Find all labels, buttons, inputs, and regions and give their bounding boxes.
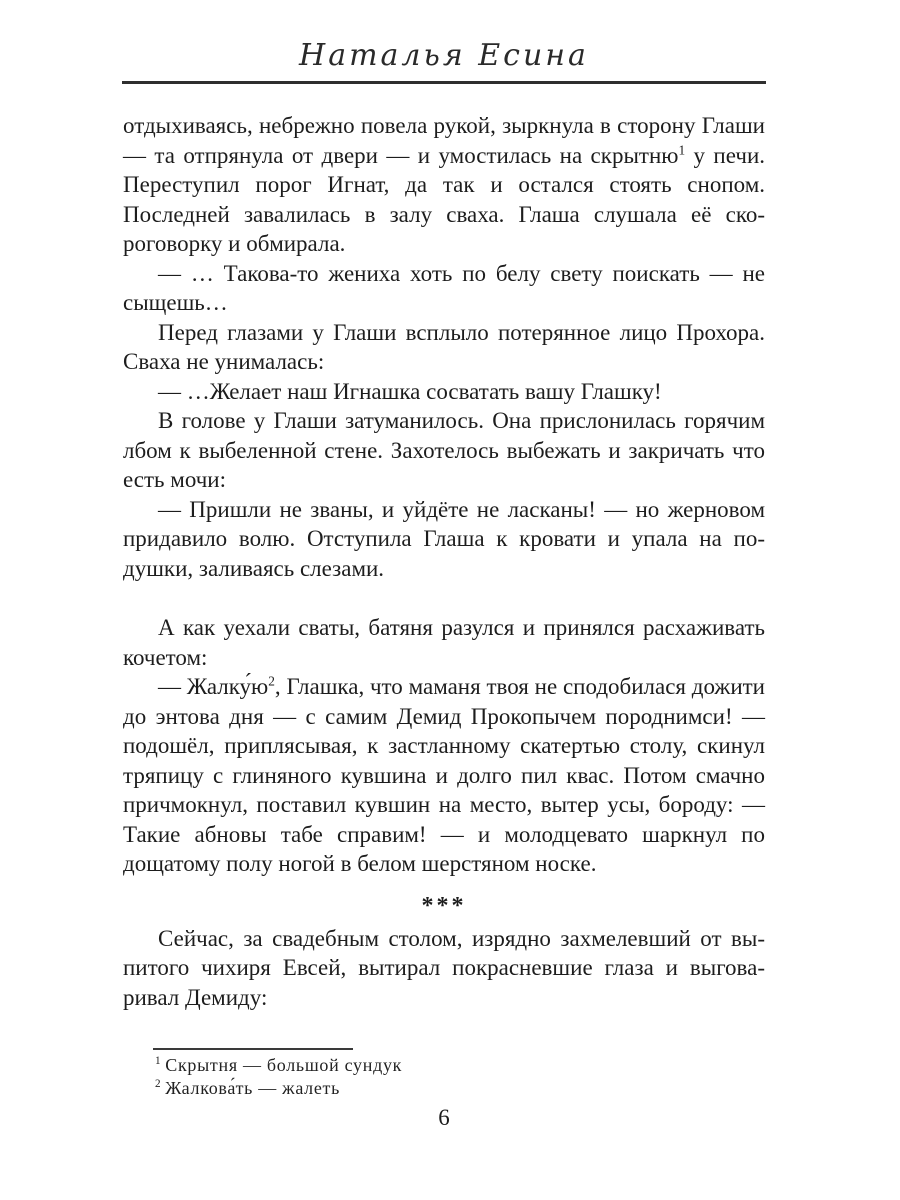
paragraph-text: — Жалку́ю: [158, 674, 269, 699]
footnote-ref-1: 1: [678, 141, 686, 157]
paragraph: — Пришли не званы, и уйдёте не ласканы! — но жерновом придавило волю. Отступила Глаша к кровати и упала на подушки, заливаясь слезами.: [123, 496, 765, 581]
footnote-text: Скрытня — большой сундук: [165, 1055, 403, 1075]
footnote-ref-2: 2: [268, 673, 275, 689]
paragraph: [123, 111, 765, 259]
body-text: [123, 111, 765, 1012]
footnote-marker: 1: [155, 1055, 162, 1067]
header-rule: [122, 81, 766, 84]
paragraph-text: у печи. Переступил порог Игнат, да так и остался стоять снопом. Последней завалилась в залу сваха. Глаша слушала её скороговорку и обмирала.: [123, 142, 765, 256]
footnotes: [155, 1054, 755, 1100]
paragraph: А как уехали сваты, батяня разулся и принялся расхаживать кочетом:: [123, 615, 765, 670]
section-gap: [123, 583, 765, 613]
paragraph: Сейчас, за свадебным столом, изрядно захмелевший от выпитого чихиря Евсей, вытирал покрасневшие глаза и выговаривал Демиду:: [123, 925, 765, 1010]
paragraph-text: , Глашка, что маманя твоя не сподобилася дожити до энтова дня — с самим Демид Прокопычем породнимси! — подошёл, приплясывая, к застланному скатертью столу, скинул тряпицу с глиняного кувшина и долго пил квас. Потом смачно причмокнул, поставил кувшин на место, вытер усы, бороду: — Такие абновы табе справим! — и молодцевато шаркнул по дощатому полу ногой в белом шерстяном носке.: [123, 674, 765, 876]
paragraph: — …Желает наш Игнашка сосватать вашу Глашку!: [158, 378, 662, 404]
footnote-rule: [153, 1048, 353, 1050]
page-number: 6: [438, 1105, 450, 1130]
footnote: [155, 1077, 755, 1100]
paragraph: В голове у Глаши затуманилось. Она прислонилась горячим лбом к выбеленной стене. Захотелось выбежать и закричать что есть мочи:: [123, 408, 765, 492]
paragraph-text: отдыхиваясь, небрежно повела рукой, зыркнула в сторону Глаши — та отпрянула от двери — и умостилась на скрытню: [123, 113, 765, 168]
footnote-text: Жалкова́ть — жалеть: [165, 1078, 341, 1098]
section-separator-asterisks: ***: [421, 892, 467, 919]
paragraph: [123, 672, 765, 879]
footnote-marker: 2: [155, 1078, 162, 1090]
paragraph: Перед глазами у Глаши всплыло потерянное лицо Прохора. Сваха не унималась:: [123, 319, 765, 374]
paragraph: — … Такова-то жениха хоть по белу свету поискать — не сыщешь…: [123, 260, 765, 315]
footnote: [155, 1054, 755, 1077]
running-head-author: Наталья Есина: [299, 38, 589, 73]
